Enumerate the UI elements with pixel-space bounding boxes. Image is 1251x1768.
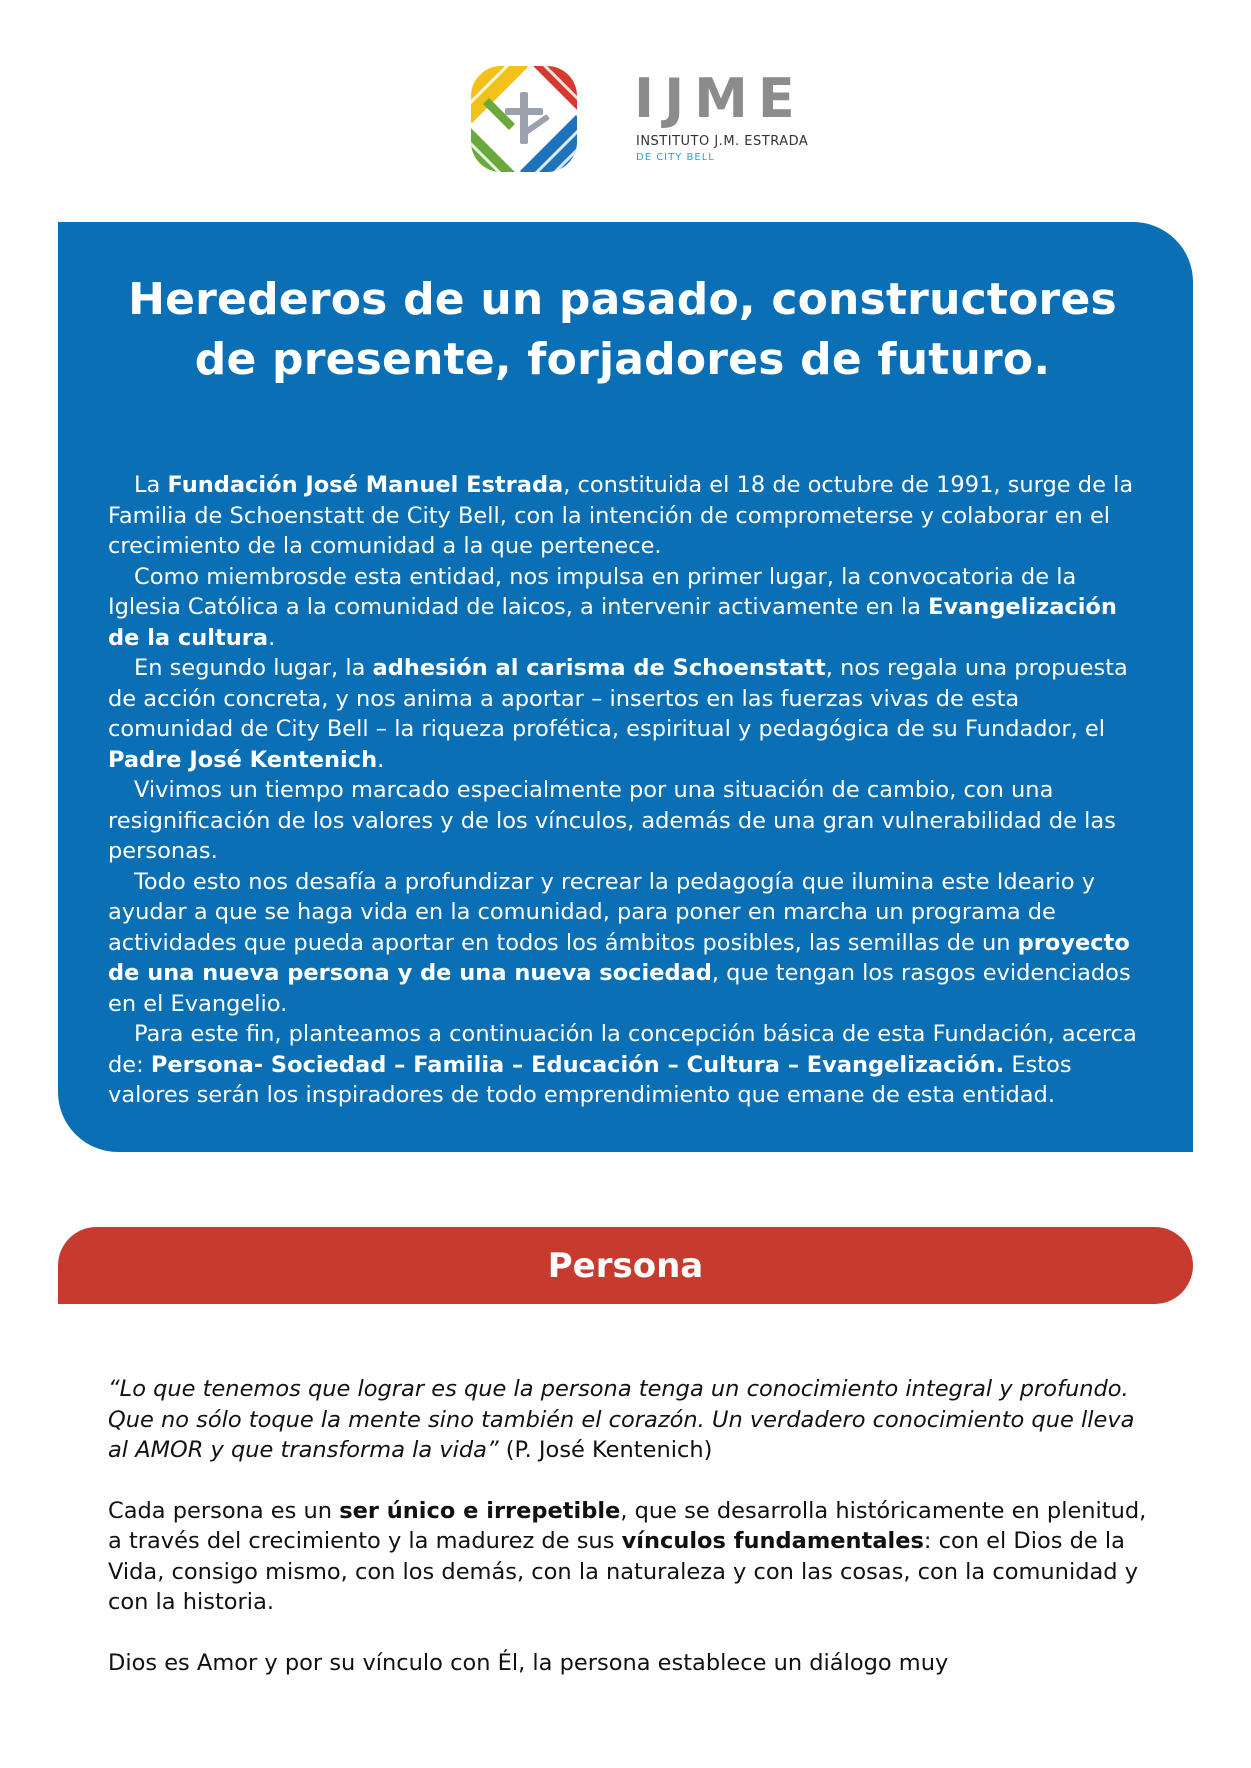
quote-author: (P. José Kentenich) [498,1437,713,1463]
intro-paragraph: En segundo lugar, la adhesión al carisma de Schoenstatt, nos regala una propuesta de acción concreta, y nos anima a aportar – insertos en las fuerzas vivas de esta comunidad de City Bell – la riqueza profética, espiritual y pedagógica de su Fundador, el Padre José Kentenich. [108,655,1128,773]
page-title [108,270,1137,390]
intro-paragraph: Vivimos un tiempo marcado especialmente por una situación de cambio, con una resignificación de los valores y de los vínculos, además de una gran vulnerabilidad de las personas. [108,777,1116,864]
section-heading-persona [58,1227,1193,1304]
ijme-logo [469,64,809,174]
logo-wordmark: IJME [634,67,805,130]
body-paragraph: Dios es Amor y por su vínculo con Él, la persona establece un diálogo muy [108,1649,949,1676]
logo-subtitle: INSTITUTO J.M. ESTRADA [636,134,809,149]
intro-paragraph: La Fundación José Manuel Estrada, constituida el 18 de octubre de 1991, surge de la Familia de Schoenstatt de City Bell, con la intención de comprometerse y colaborar en el crecimiento de la comunidad a la que pertenece. [108,472,1134,559]
ijme-logo-mark-icon [469,64,579,174]
quote [108,1374,1148,1466]
intro-card [58,222,1193,1152]
logo-subtitle-location: DE CITY BELL [636,152,715,163]
intro-paragraph: Todo esto nos desafía a profundizar y recrear la pedagogía que ilumina este Ideario y ayudar a que se haga vida en la comunidad, para poner en marcha un programa de actividades que pueda aportar en todos los ámbitos posibles, las semillas de un proyecto de una nueva persona y de una nueva sociedad, que tengan los rasgos evidenciados en el Evangelio. [108,868,1131,1017]
intro-paragraph: Para este fin, planteamos a continuación la concepción básica de esta Fundación, acerca de: Persona- Sociedad – Familia – Educación – Cultura – Evangelización. Estos valores serán los inspiradores de todo emprendimiento que emane de esta entidad. [108,1021,1137,1108]
intro-text [108,470,1137,1111]
body-paragraph: Cada persona es un ser único e irrepetible, que se desarrolla históricamente en plenitud, a través del crecimiento y la madurez de sus vínculos fundamentales: con el Dios de la Vida, consigo mismo, con los demás, con la naturaleza y con las cosas, con la comunidad y con la historia. [108,1497,1147,1615]
quote-text: “Lo que tenemos que lograr es que la persona tenga un conocimiento integral y profundo. Que no sólo toque la mente sino también el corazón. Un verdadero conocimiento que lleva al AMOR y que transforma la vida” [108,1376,1135,1463]
page-title-line-1: Herederos de un pasado, constructores [128,274,1117,325]
intro-paragraph: Como miembrosde esta entidad, nos impulsa en primer lugar, la convocatoria de la Iglesia Católica a la comunidad de laicos, a intervenir activamente en la Evangelización de la cultura. [108,563,1117,651]
section-title: Persona [547,1245,704,1286]
page-title-line-2: de presente, forjadores de futuro. [194,334,1051,385]
persona-body [108,1374,1148,1708]
